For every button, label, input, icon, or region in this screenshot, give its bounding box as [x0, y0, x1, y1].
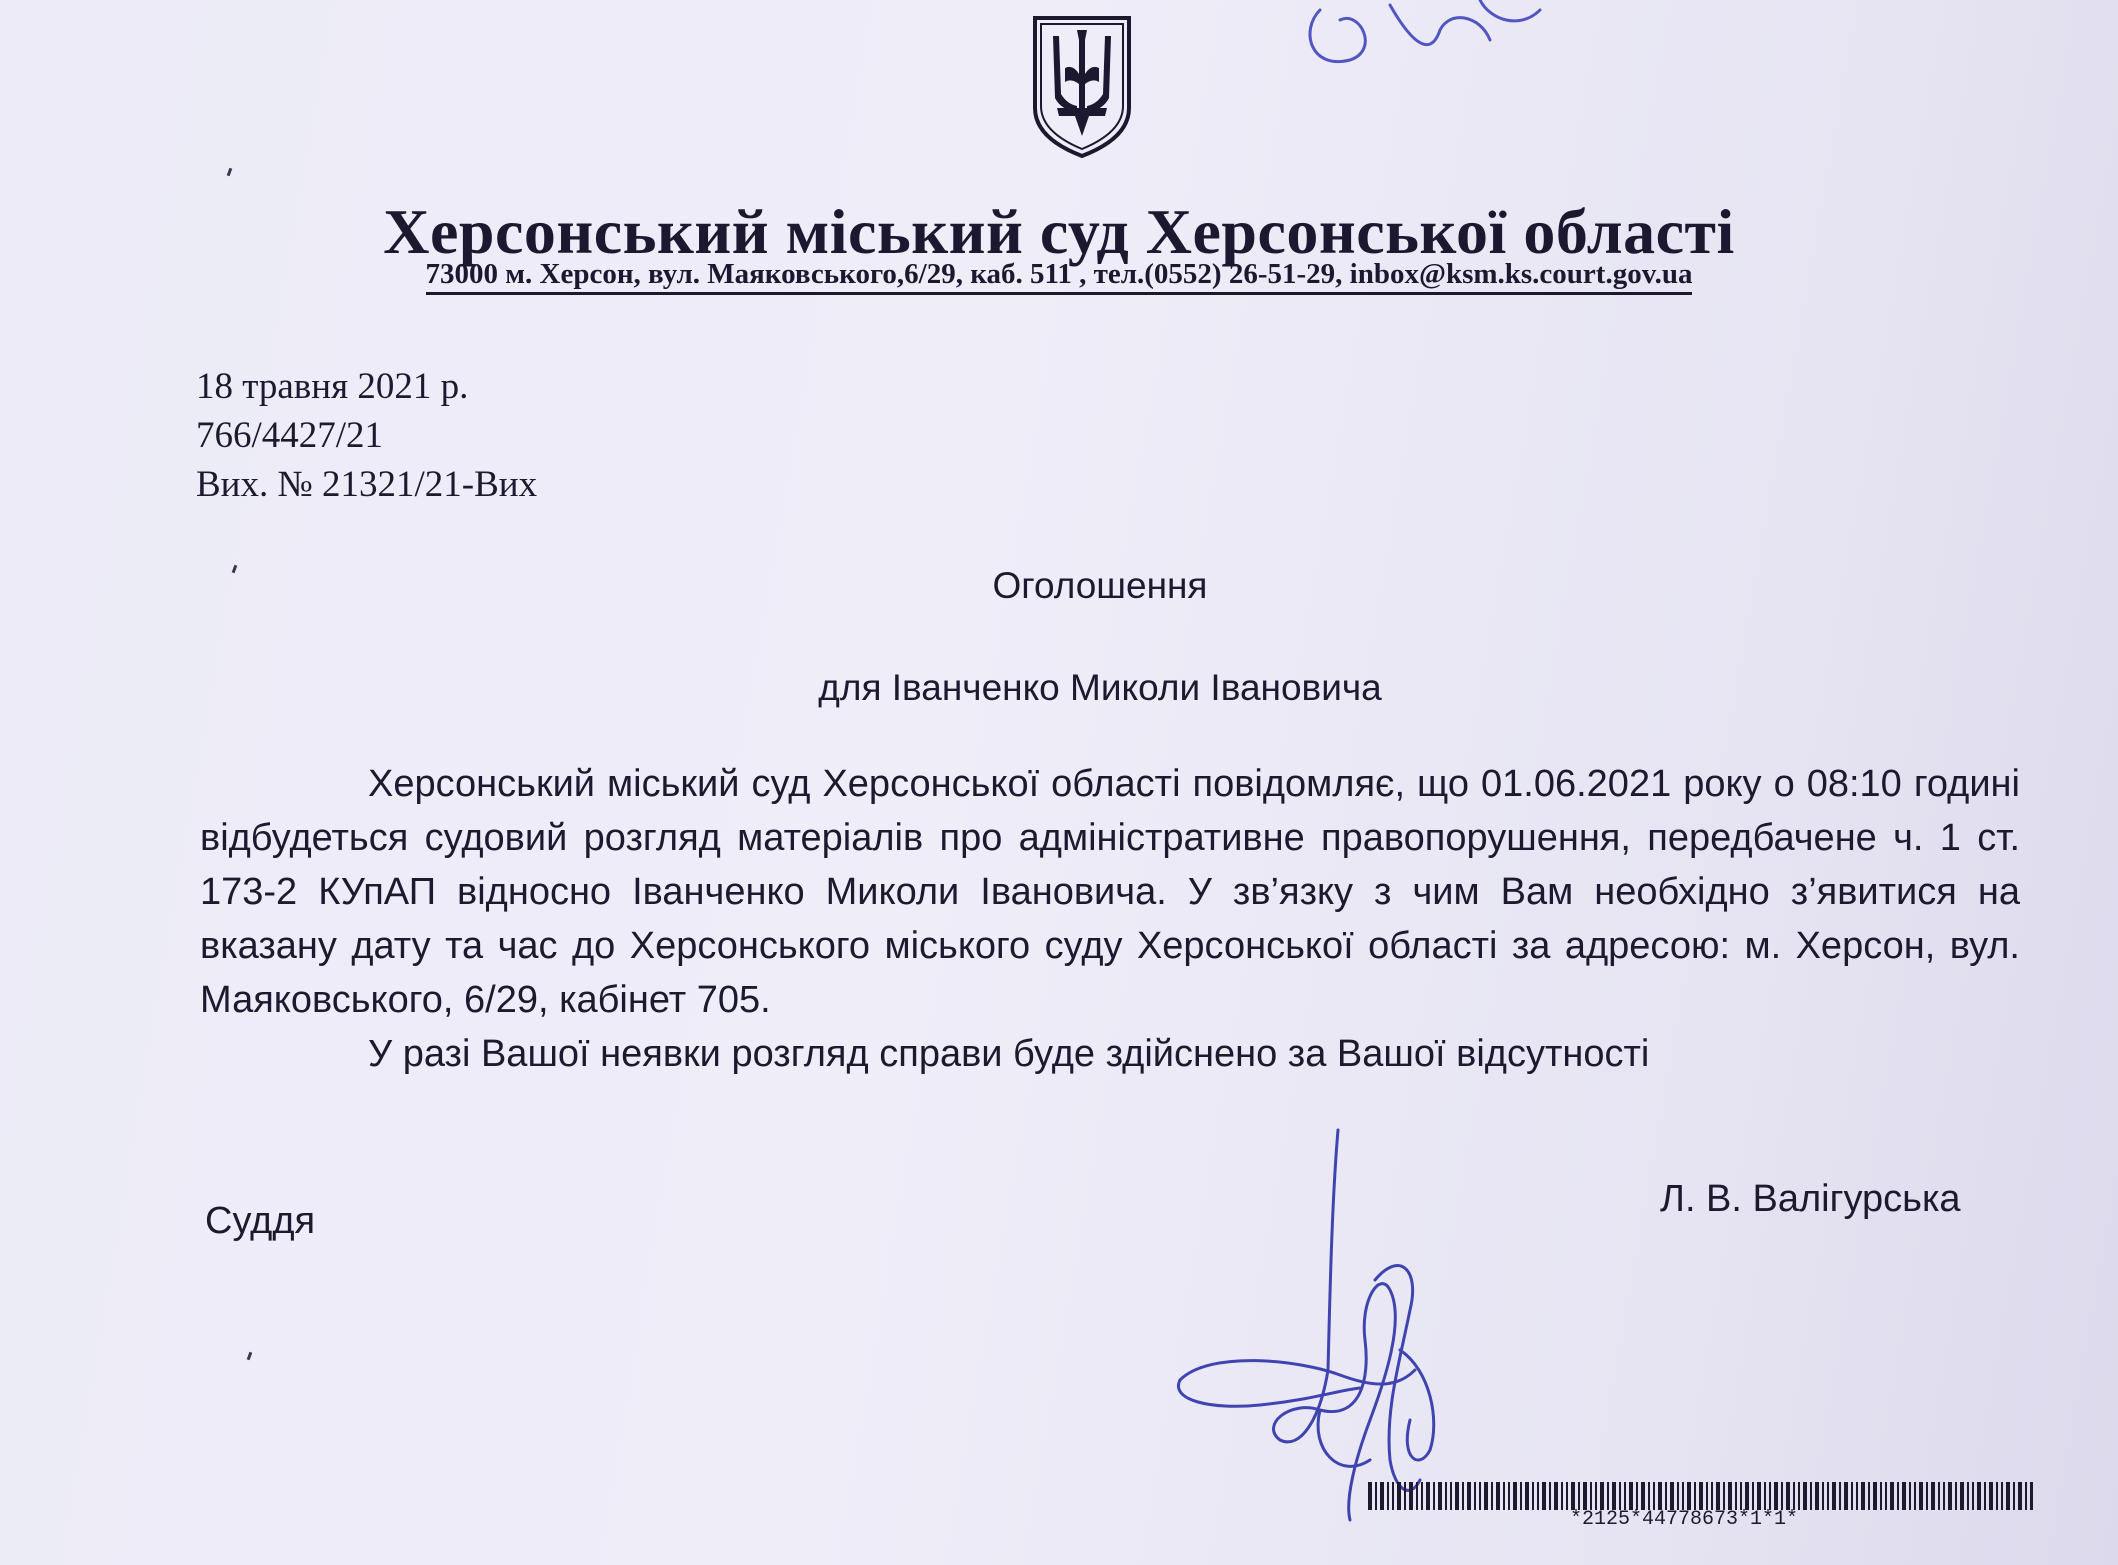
announcement-paragraph-2: У разі Вашої неявки розгляд справи буде здійснено за Вашої відсутності [368, 1033, 1650, 1075]
announcement-addressee: для Іванченко Миколи Івановича [818, 667, 1382, 708]
scan-mark [227, 168, 233, 177]
judge-label: Суддя [205, 1200, 316, 1242]
document-date: 18 травня 2021 р. [196, 366, 469, 407]
barcode [1368, 1482, 2033, 1510]
coat-of-arms-trident-icon [1027, 8, 1137, 158]
case-number: 766/4427/21 [196, 415, 384, 456]
court-address [0, 258, 2118, 291]
handwritten-mark-top [1290, 0, 1550, 90]
announcement-body [200, 757, 2020, 1081]
court-address-text: 73000 м. Херсон, вул. Маяковського,6/29, каб. 511 , тел.(0552) 26-51-29, inbox@ksm.ks.court.gov.ua [426, 258, 1693, 295]
outgoing-number: Вих. № 21321/21-Вих [196, 464, 538, 505]
announcement-paragraph-1: Херсонський міський суд Херсонської області повідомляє, що 01.06.2021 року о 08:10 годині відбудеться судовий розгляд матеріалів про адміністративне правопорушення, передбачене ч. 1 ст. 173-2 КУпАП відносно Іванченко Миколи Івановича. У зв’язку з чим Вам необхідно з’явитися на вказану дату та час до Херсонського міського суду Херсонської області за адресою: м. Херсон, вул. Маяковського, 6/29, кабінет 705. [200, 763, 2020, 1021]
barcode-text: *2125*44778673*1*1* [1570, 1508, 1799, 1531]
announcement-title: Оголошення [992, 565, 1208, 606]
handwritten-signature [1170, 1120, 1490, 1540]
court-name: Херсонський міський суд Херсонської області [383, 196, 1735, 267]
scan-mark [247, 1352, 253, 1361]
judge-name: Л. В. Валігурська [1660, 1178, 1961, 1220]
